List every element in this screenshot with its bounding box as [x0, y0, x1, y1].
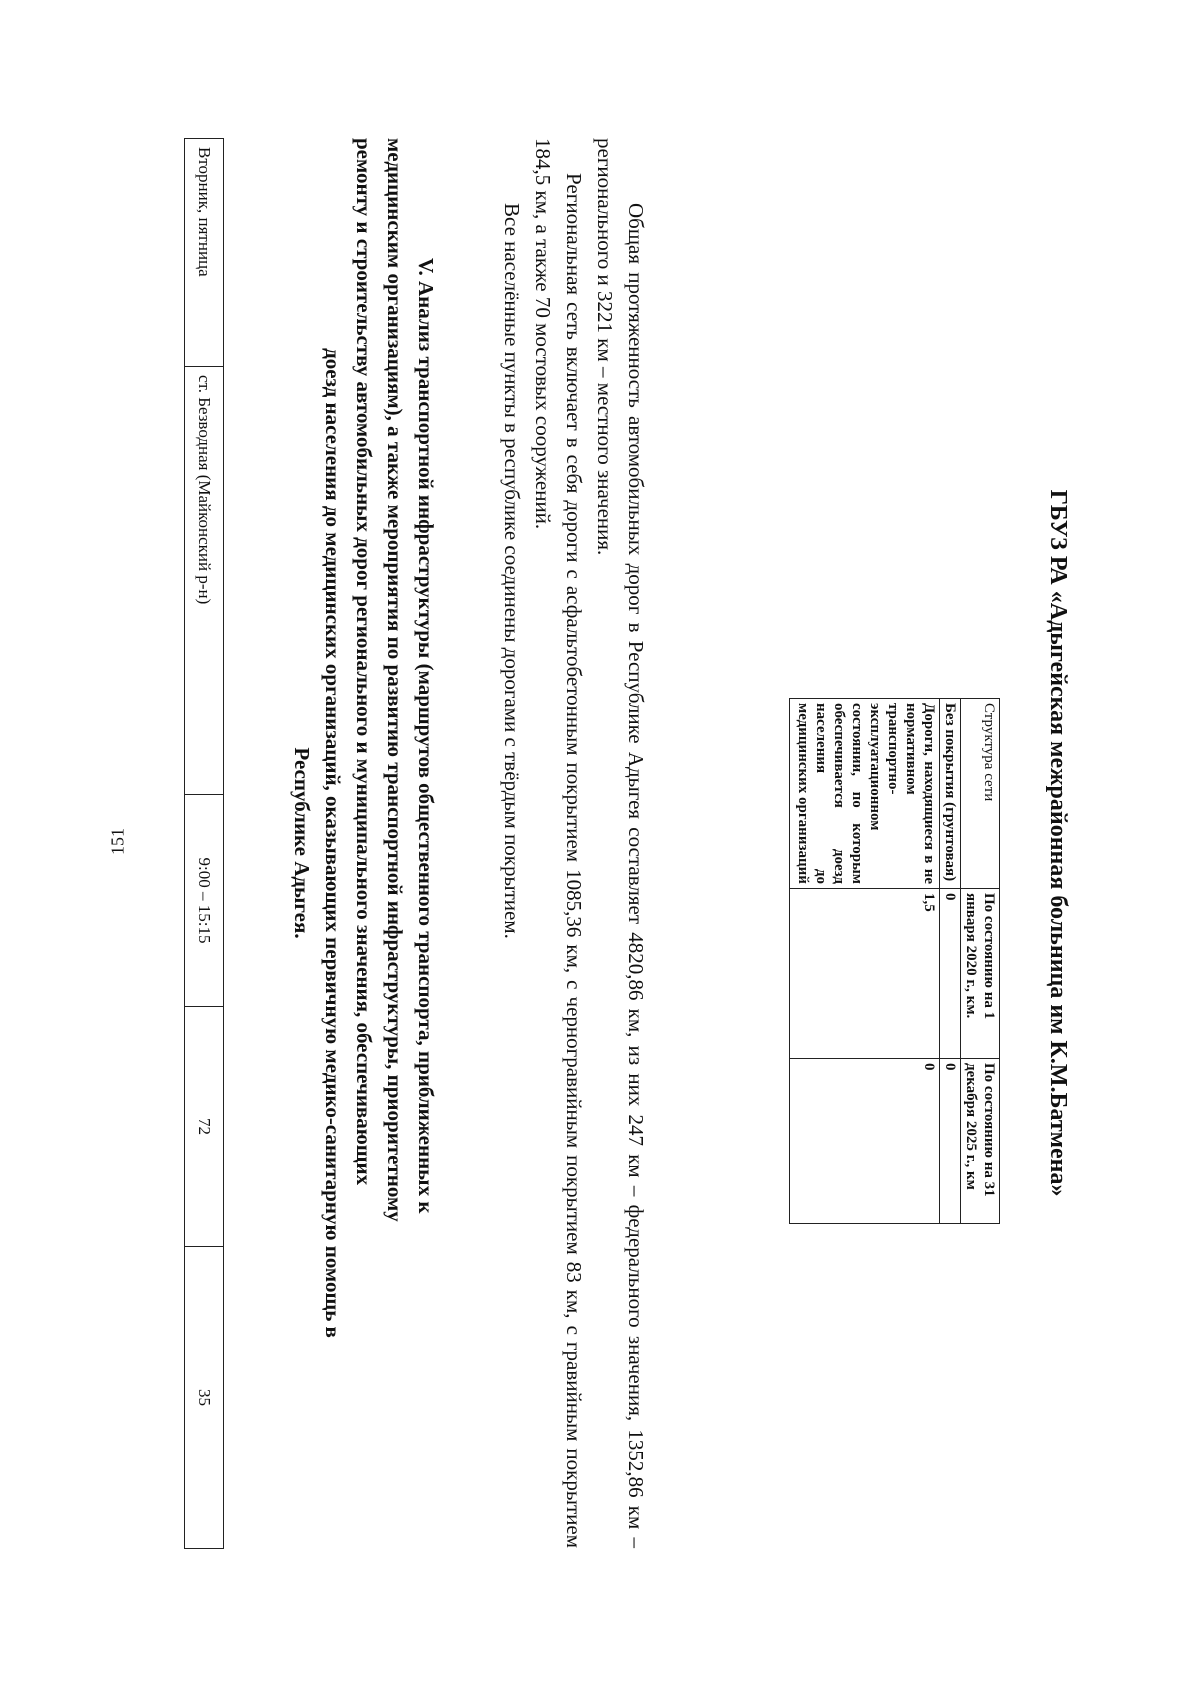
table-cell: 0: [790, 1059, 940, 1224]
table-row: [185, 139, 224, 1549]
heading-line: Республике Адыгея.: [290, 747, 314, 939]
table-row: [940, 699, 961, 1224]
schedule-time: 9:00 – 15:15: [185, 795, 224, 1007]
schedule-location: ст. Безводная (Майконский р-н): [185, 367, 224, 795]
heading-line: доезд населения до медицинских организаций, оказывающих первичную медико-санитарную помощь в: [321, 348, 345, 1338]
schedule-table: [184, 138, 224, 1549]
heading-line: V. Анализ транспортной инфраструктуры (маршрутов общественного транспорта, приближенных к: [414, 258, 438, 1214]
header-cell: Структура сети: [961, 699, 1000, 889]
table-cell: 1,5: [790, 889, 940, 1059]
schedule-value-2: 35: [185, 1247, 224, 1549]
body-text: [496, 138, 651, 1548]
header-cell: По состоянию на 31 декабря 2025 г., км: [961, 1059, 1000, 1224]
header-cell: По состоянию на 1 января 2020 г., км.: [961, 889, 1000, 1059]
table-cell: Без покрытия (грунтовая): [940, 699, 961, 889]
paragraph: Все населённые пункты в республике соединены дорогами с твёрдым покрытием.: [500, 203, 524, 939]
schedule-value-1: 72: [185, 1007, 224, 1247]
schedule-days: Вторник, пятница: [185, 139, 224, 367]
table-cell: 0: [940, 1059, 961, 1224]
table-cell: 0: [940, 889, 961, 1059]
table-header-row: [961, 699, 1000, 1224]
paragraph: Общая протяженность автомобильных дорог в Республике Адыгея составляет 4820,86 км, из них 247 км – федерального значения, 1352,86 км – регионального и 3221 км – местного значения.: [593, 138, 648, 1548]
paragraph: Региональная сеть включает в себя дороги с асфальтобетонным покрытием 1085,36 км, с черногравийным покрытием 83 км, с гравийным покрытием 184,5 км, а также 70 мостовых сооружений.: [531, 138, 586, 1548]
road-network-table: [789, 698, 1000, 1224]
heading-line: ремонту и строительству автомобильных дорог регионального и муниципального значения, обеспечивающих: [352, 138, 376, 1186]
table-cell: Дороги, находящиеся в не нормативном транспортно-эксплуатационном состоянии, по которым обеспечивается доезд населения до медицинских организаций: [790, 699, 940, 889]
page-number: 151: [107, 828, 128, 855]
rotated-page-content: [155, 138, 1071, 1548]
table-row: [790, 699, 940, 1224]
organization-title: ГБУЗ РА «Адыгейская межрайонная больница им К.М.Батмена»: [1045, 489, 1071, 1197]
section-heading: [286, 138, 441, 1548]
heading-line: медицинским организациям), а также мероприятия по развитию транспортной инфраструктуры, приоритетному: [383, 138, 407, 1222]
